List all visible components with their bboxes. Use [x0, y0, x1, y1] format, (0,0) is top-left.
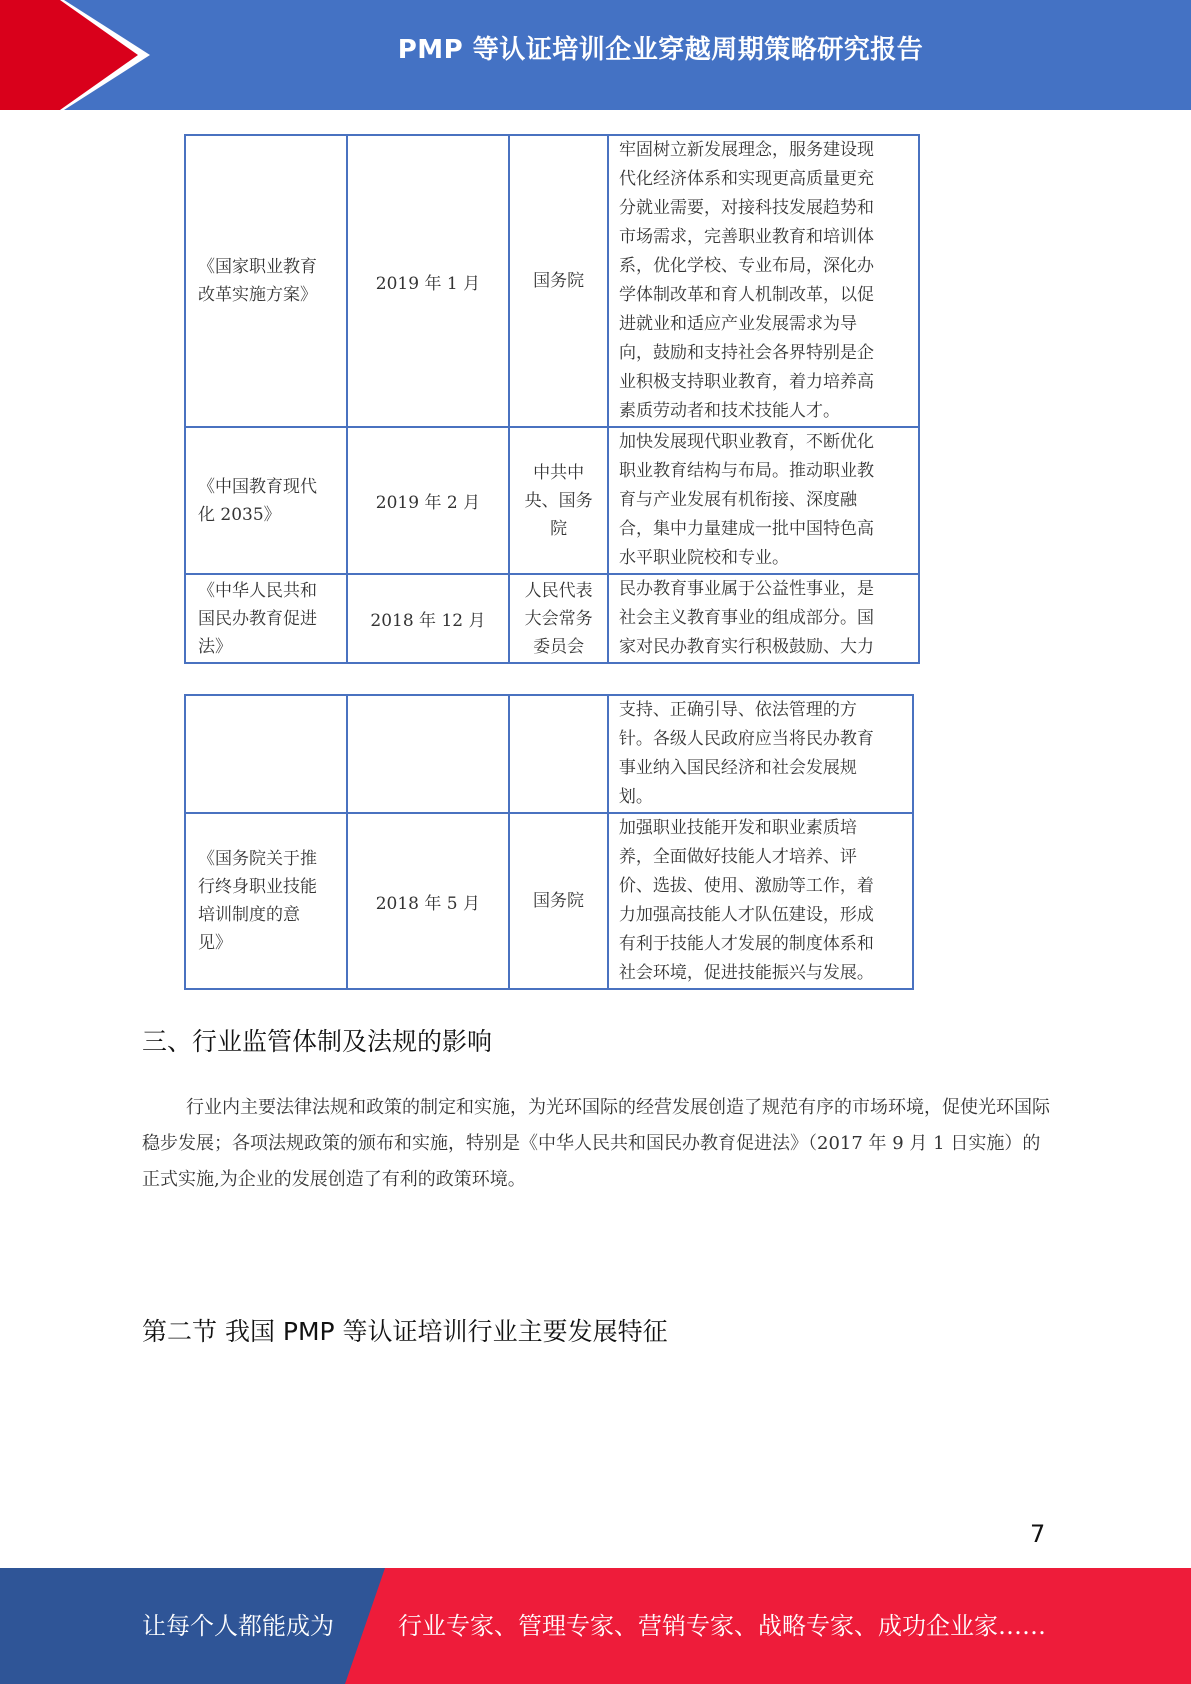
- policy-content-cell-line: 市场需求，完善职业教育和培训体: [619, 227, 875, 247]
- policy-content-cell-line: 素质劳动者和技术技能人才。: [619, 401, 841, 421]
- policy-content-cell-line: 系，优化学校、专业布局，深化办: [619, 256, 875, 276]
- policy-date-cell-text: 2019 年 1 月: [375, 273, 481, 294]
- policy-date-cell: [347, 427, 510, 574]
- issuer-cell-line: 委员会: [533, 636, 585, 657]
- page-number: 7: [1030, 1520, 1046, 1548]
- policy-name-cell-line: 改革实施方案》: [198, 285, 317, 305]
- policy-content-cell-line: 分就业需要，对接科技发展趋势和: [619, 198, 875, 218]
- policy-content-cell-line: 育与产业发展有机衔接、深度融: [619, 490, 858, 510]
- policy-content-cell-line: 力加强高技能人才队伍建设，形成: [618, 905, 874, 925]
- policy-name-cell: [185, 135, 347, 427]
- policy-content-cell-line: 家对民办教育实行积极鼓励、大力: [619, 637, 875, 657]
- policy-name-cell-line: 国民办教育促进: [198, 608, 317, 629]
- policy-content-cell-line: 向，鼓励和支持社会各界特别是企: [619, 343, 875, 363]
- policy-content-cell-line: 业积极支持职业教育，着力培养高: [619, 372, 875, 392]
- policy-table-part2: [184, 694, 914, 990]
- issuer-cell: [509, 135, 608, 427]
- table-row: [185, 695, 913, 813]
- issuer-cell-line: 中共中: [533, 462, 585, 483]
- policy-name-cell-line: 培训制度的意: [198, 905, 300, 925]
- page-header: [0, 0, 1191, 110]
- policy-content-cell-line: 进就业和适应产业发展需求为导: [619, 314, 858, 334]
- footer-slogan-left: 让每个人都能成为: [142, 1612, 334, 1640]
- issuer-cell-line: 国务院: [533, 271, 585, 291]
- policy-date-cell-text: 2018 年 12 月: [370, 611, 486, 631]
- policy-date-cell: [347, 813, 510, 989]
- issuer-cell: [509, 695, 608, 813]
- page-footer: [0, 1568, 1191, 1684]
- policy-name-cell: [185, 695, 347, 813]
- policy-content-cell-line: 水平职业院校和专业。: [619, 548, 790, 568]
- footer-slogan-right: 行业专家、管理专家、营销专家、战略专家、成功企业家……: [398, 1612, 1046, 1640]
- policy-date-cell: [347, 574, 510, 663]
- issuer-cell-line: 院: [550, 518, 568, 539]
- policy-content-cell-line: 民办教育事业属于公益性事业，是: [619, 579, 875, 599]
- issuer-cell-line: 大会常务: [524, 608, 593, 629]
- policy-name-cell-line: 《中华人民共和: [198, 580, 317, 601]
- policy-content-cell-line: 划。: [618, 787, 653, 807]
- policy-content-cell-line: 支持、正确引导、依法管理的方: [618, 700, 857, 720]
- policy-content-cell-line: 合，集中力量建成一批中国特色高: [619, 519, 875, 539]
- issuer-cell-line: 人民代表: [524, 580, 593, 601]
- policy-content-cell-line: 职业教育结构与布局。推动职业教: [619, 461, 875, 481]
- policy-content-cell-line: 社会环境，促进技能振兴与发展。: [618, 963, 874, 983]
- policy-content-cell: [608, 695, 913, 813]
- chapter-heading: 第二节 我国 PMP 等认证培训行业主要发展特征: [142, 1317, 668, 1346]
- policy-table-body: [185, 695, 913, 989]
- policy-name-cell-line: 《中国教育现代: [198, 476, 317, 497]
- policy-content-cell-line: 学体制改革和育人机制改革，以促: [619, 285, 875, 305]
- table-row: [185, 427, 919, 574]
- body-paragraph: 行业内主要法律法规和政策的制定和实施，为光环国际的经营发展创造了规范有序的市场环境，促使光环国际稳步发展；各项法规政策的颁布和实施，特别是《中华人民共和国民办教育促进法》（2017 年 9 月 1 日实施）的正式实施,为企业的发展创造了有利的政策环境。: [142, 1097, 1050, 1190]
- policy-content-cell-line: 牢固树立新发展理念，服务建设现: [619, 140, 875, 160]
- policy-content-cell-line: 代化经济体系和实现更高质量更充: [619, 169, 875, 189]
- issuer-cell-line: 国务院: [533, 891, 585, 911]
- policy-name-cell: [185, 427, 347, 574]
- policy-table-body: [185, 135, 919, 663]
- policy-date-cell-text: 2018 年 5 月: [375, 893, 481, 914]
- policy-name-cell-line: 《国家职业教育: [198, 257, 317, 277]
- table-row: [185, 135, 919, 427]
- policy-content-cell-line: 价、选拔、使用、激励等工作，着: [618, 876, 874, 896]
- policy-content-cell-line: 事业纳入国民经济和社会发展规: [618, 758, 857, 778]
- table-row: [185, 813, 913, 989]
- policy-content-cell-line: 养，全面做好技能人才培养、评: [618, 847, 857, 867]
- policy-name-cell: [185, 574, 347, 663]
- policy-name-cell-line: 《国务院关于推: [198, 849, 317, 869]
- policy-content-cell: [608, 574, 919, 663]
- policy-date-cell: [347, 695, 510, 813]
- policy-content-cell-line: 社会主义教育事业的组成部分。国: [619, 608, 875, 628]
- policy-name-cell-line: 法》: [198, 636, 232, 657]
- policy-name-cell-line: 行终身职业技能: [198, 877, 317, 897]
- issuer-cell: [509, 574, 608, 663]
- section-heading: 三、行业监管体制及法规的影响: [142, 1027, 493, 1056]
- table-row: [185, 574, 919, 663]
- issuer-cell: [509, 813, 608, 989]
- policy-content-cell: [608, 135, 919, 427]
- policy-content-cell: [608, 427, 919, 574]
- policy-content-cell-line: 有利于技能人才发展的制度体系和: [618, 934, 874, 954]
- policy-name-cell: [185, 813, 347, 989]
- policy-table-part1: [184, 134, 920, 664]
- policy-name-cell-line: 化 2035》: [198, 504, 281, 525]
- policy-name-cell-line: 见》: [198, 933, 232, 953]
- issuer-cell-line: 央、国务: [524, 490, 593, 511]
- policy-date-cell-text: 2019 年 2 月: [375, 493, 481, 513]
- policy-date-cell: [347, 135, 510, 427]
- report-title: PMP 等认证培训企业穿越周期策略研究报告: [397, 35, 924, 65]
- issuer-cell: [509, 427, 608, 574]
- header-arrow-icon: [0, 0, 160, 110]
- policy-content-cell: [608, 813, 913, 989]
- policy-content-cell-line: 针。各级人民政府应当将民办教育: [618, 729, 874, 749]
- policy-content-cell-line: 加快发展现代职业教育，不断优化: [619, 432, 875, 452]
- policy-content-cell-line: 加强职业技能开发和职业素质培: [618, 818, 857, 838]
